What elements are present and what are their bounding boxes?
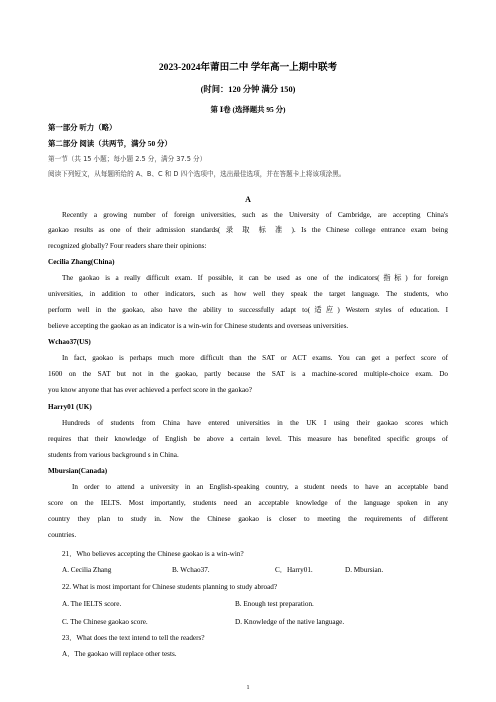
reader-name: Harry01 (UK) <box>48 403 92 411</box>
reader-text-line: students from various background s in China. <box>48 451 179 459</box>
reader-text-line: score on the IELTS. Most importantly, students need an acceptable knowledge of the language spoken in any <box>48 499 448 507</box>
part2-heading: 第二部分 阅读（共两节，满分 50 分） <box>48 139 172 148</box>
section1-heading: 第一节（共 15 小题；每小题 2.5 分，满分 37.5 分） <box>48 155 207 163</box>
reader-name: Cecilia Zhang(China) <box>48 258 115 266</box>
exam-title: 2023-2024年莆田二中 学年高一上期中联考 <box>158 62 338 73</box>
reader-text-line: country they plan to study in. Now the Chinese gaokao is closer to meeting the requirements of different <box>48 515 448 523</box>
question-23: 23．What does the text intend to tell the readers? <box>62 634 205 642</box>
q21-option-a: A. Cecilia Zhang <box>62 566 112 574</box>
q21-option-b: B. Wchao37. <box>172 566 210 574</box>
reader-name: Mbursian(Canada) <box>48 467 108 475</box>
reader-text-line: Hundreds of students from China have entered universities in the UK I using their gaokao scores which <box>62 419 448 427</box>
q22-option-b: B. Enough test preparation. <box>235 600 314 608</box>
intro-line: recognized globally? Four readers share their opinions: <box>48 242 207 250</box>
reader-text-line: perform well in the gaokao, also have the ability to successfully adapt to(适应) Western styles of education. I <box>48 306 448 314</box>
q22-option-a: A. The IELTS score. <box>62 600 122 608</box>
instruction-text: 阅读下列短文，从每题所给的 A、B、C 和 D 四个选项中，选出最佳选项，并在答题卡上将该项涂黑。 <box>48 170 346 178</box>
passage-label: A <box>245 195 251 204</box>
reader-text-line: 1600 on the SAT but not in the gaokao, partly because the SAT is a machine-scored multiple-choice exam. Do <box>48 370 448 378</box>
reader-text-line: you know anyone that has ever achieved a perfect score in the gaokao? <box>48 386 252 394</box>
reader-text-line: believe accepting the gaokao as an indicator is a win-win for Chinese students and overseas universities. <box>48 322 349 330</box>
question-21: 21．Who believes accepting the Chinese gaokao is a win-win? <box>62 550 244 558</box>
intro-line: Recently a growing number of foreign universities, such as the University of Cambridge, are accepting China's <box>62 211 448 219</box>
reader-text-line: requires that their knowledge of English be above a certain level. This measure has benefited specific groups of <box>48 435 448 443</box>
reader-text-line: In fact, gaokao is perhaps much more difficult than the SAT or ACT exams. You can get a perfect score of <box>62 354 448 362</box>
q23-option-a: A．The gaokao will replace other tests. <box>62 650 177 658</box>
q22-option-d: D. Knowledge of the native language. <box>235 618 345 626</box>
part1-heading: 第一部分 听力（略） <box>48 123 117 132</box>
reader-text-line: The gaokao is a really difficult exam. If possible, it can be used as one of the indicators(指标) for foreign <box>62 274 448 282</box>
reader-text-line: universities, in addition to other indicators, such as how well they speak the target language. The students, who <box>48 290 448 298</box>
page-number: 1 <box>246 685 250 691</box>
exam-subtitle: (时间：120 分钟 满分 150) <box>200 85 296 94</box>
reader-name: Wchao37(US) <box>48 338 91 346</box>
reader-text-line: In order to attend a university in an English-speaking country, a student needs to have an acceptable band <box>72 483 448 491</box>
volume-heading: 第 Ⅰ卷 (选择题共 95 分) <box>210 105 286 114</box>
intro-line: gaokao results as one of their admission standards( 录 取 标 准 ). Is the Chinese college entrance exam being <box>48 226 448 234</box>
reader-text-line: countries. <box>48 531 77 539</box>
question-22: 22. What is most important for Chinese students planning to study abroad? <box>62 583 278 591</box>
q22-option-c: C. The Chinese gaokao score. <box>62 618 148 626</box>
q21-option-c: C．Harry01. <box>275 566 313 574</box>
q21-option-d: D. Mbursian. <box>345 566 384 574</box>
